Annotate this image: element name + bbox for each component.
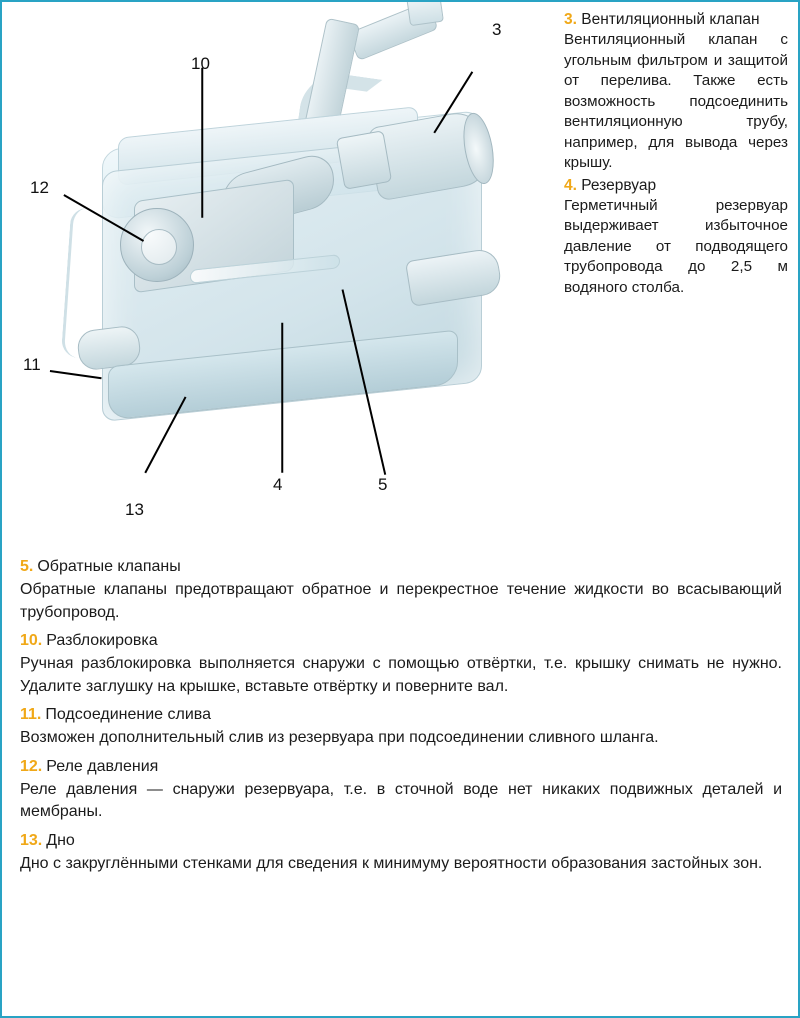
leader-line-4 [281,323,283,473]
section-13 [20,830,782,876]
callout-13: 13 [125,500,144,519]
right-text-column [558,2,798,548]
right-item-3-body: Вентиляционный клапан с угольным фильтром и защитой от перелива. Также есть возможность подсоединить вентиляционную трубу, например, для вывода через крышу. [564,31,788,171]
section-5 [20,556,782,624]
section-13-title: Дно [46,831,75,849]
section-10-title: Разблокировка [46,632,158,649]
callout-11: 11 [23,355,41,374]
vent-pipe-cap [406,2,444,26]
section-12-title: Реле давления [46,757,159,775]
section-12-body: Реле давления — снаружи резервуара, т.е. в сточной воде нет никаких подвижных деталей и мембраны. [20,780,782,820]
section-10-body: Ручная разблокировка выполняется снаружи с помощью отвёртки, т.е. крышку снимать не нужно. Удалите заглушку на крышке, вставьте отвёртку и поверните вал. [20,655,782,695]
section-11-heading [20,704,782,726]
vent-valve [336,130,392,190]
section-13-number: 13. [20,831,43,849]
leader-line-10 [201,68,203,218]
right-item-4-title: Резервуар [581,176,657,194]
section-12-heading [20,756,782,778]
callout-12: 12 [30,178,49,197]
top-section [2,2,798,548]
section-5-heading [20,556,782,578]
callout-10: 10 [191,54,210,73]
section-11-number: 11. [20,706,42,723]
right-item-3-heading [564,10,788,30]
section-5-body: Обратные клапаны предотвращают обратное и перекрестное течение жидкости во всасывающий трубопровод. [20,581,782,621]
right-item-4-number: 4. [564,176,577,194]
section-12-number: 12. [20,757,43,775]
section-5-number: 5. [20,558,34,575]
section-10-number: 10. [20,632,43,649]
right-item-4 [564,176,788,299]
section-11-title: Подсоединение слива [45,706,211,723]
section-10-heading [20,630,782,652]
section-10 [20,630,782,698]
callout-3: 3 [492,20,502,39]
pressure-switch-disc [120,208,194,282]
right-item-4-heading [564,176,788,196]
section-11 [20,704,782,750]
section-13-heading [20,830,782,852]
right-item-3-number: 3. [564,11,577,28]
bottom-sections [2,550,798,877]
section-12 [20,756,782,824]
section-5-title: Обратные клапаны [37,558,181,575]
device-illustration [2,2,558,548]
right-item-3 [564,10,788,174]
section-13-body: Дно с закруглёнными стенками для сведения к минимуму вероятности образования застойных зон. [20,854,763,872]
right-item-3-title: Вентиляционный клапан [581,11,760,28]
section-11-body: Возможен дополнительный слив из резервуара при подсоединении сливного шланга. [20,729,659,746]
callout-4: 4 [273,475,283,494]
right-item-4-body: Герметичный резервуар выдерживает избыточное давление от подводящего трубопровода до 2,5 м водяного столба. [564,196,788,296]
callout-5: 5 [378,475,388,494]
